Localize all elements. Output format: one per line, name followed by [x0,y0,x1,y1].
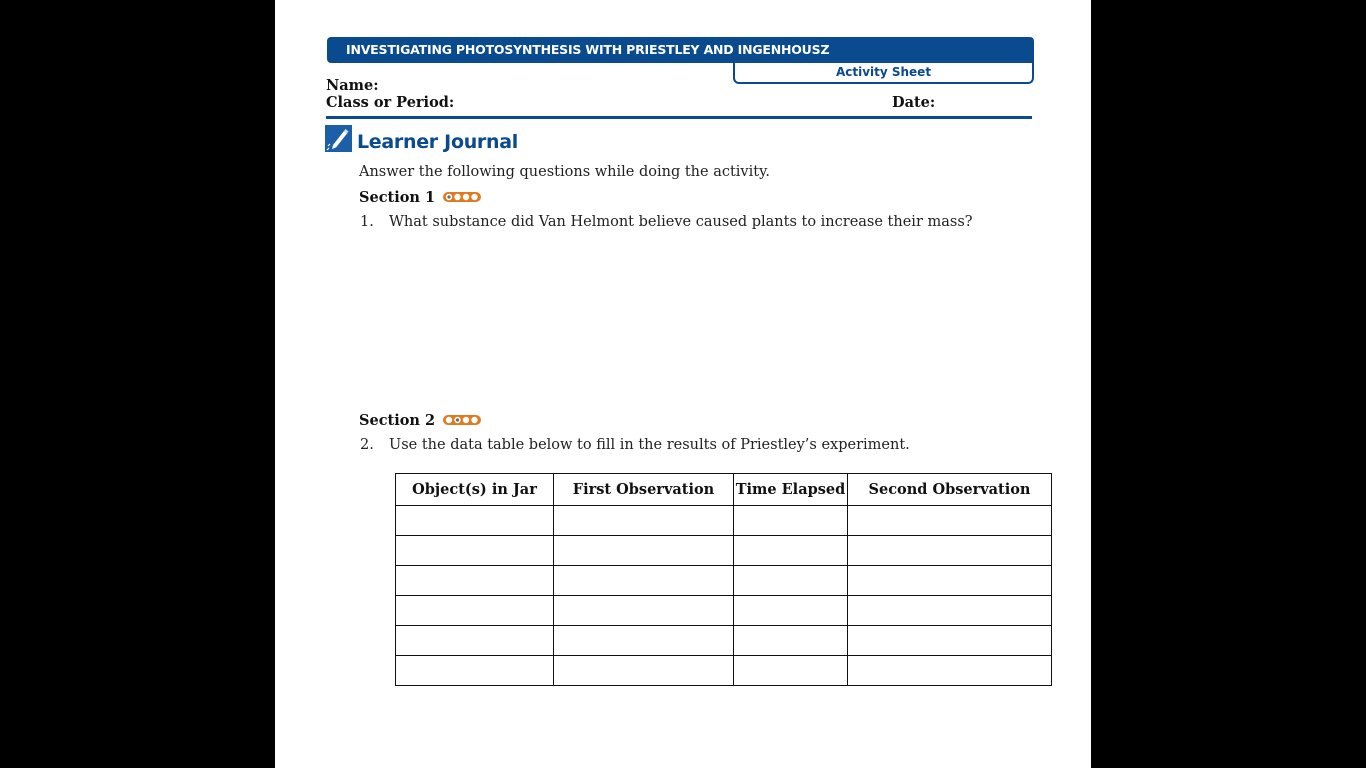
section-1-label: Section 1 [359,189,436,206]
table-cell[interactable] [554,566,734,596]
table-row [396,656,1052,686]
pencil-icon [325,125,352,152]
table-cell[interactable] [848,506,1052,536]
table-row [396,566,1052,596]
table-cell[interactable] [848,656,1052,686]
table-cell[interactable] [848,566,1052,596]
table-header-row [396,474,1052,506]
priestley-data-table [395,473,1052,686]
table-cell[interactable] [554,506,734,536]
table-cell[interactable] [396,626,554,656]
date-field-label: Date: [892,94,936,111]
table-cell[interactable] [848,536,1052,566]
table-row [396,626,1052,656]
column-header-time-elapsed: Time Elapsed [734,474,848,506]
table-cell[interactable] [848,626,1052,656]
table-cell[interactable] [554,656,734,686]
table-cell[interactable] [734,626,848,656]
section-2-heading [359,412,481,429]
table-cell[interactable] [734,536,848,566]
learner-journal-title: Learner Journal [357,131,518,153]
header-divider [326,116,1032,119]
table-cell[interactable] [396,566,554,596]
table-cell[interactable] [734,506,848,536]
question-2-number: 2. [360,437,374,453]
table-cell[interactable] [554,596,734,626]
table-row [396,506,1052,536]
column-header-second-observation: Second Observation [848,474,1052,506]
section-1-heading [359,189,481,206]
column-header-first-observation: First Observation [554,474,734,506]
table-cell[interactable] [554,626,734,656]
question-1-text: What substance did Van Helmont believe caused plants to increase their mass? [389,214,973,230]
table-cell[interactable] [396,596,554,626]
class-period-field-label: Class or Period: [326,94,455,111]
name-field-label: Name: [326,77,379,94]
table-cell[interactable] [554,536,734,566]
table-cell[interactable] [848,596,1052,626]
header-banner: INVESTIGATING PHOTOSYNTHESIS WITH PRIESTLEY AND INGENHOUSZ [327,37,1034,63]
table-cell[interactable] [734,656,848,686]
section-2-label: Section 2 [359,412,436,429]
document-page [275,0,1091,768]
table-row [396,536,1052,566]
table-cell[interactable] [734,566,848,596]
table-cell[interactable] [396,536,554,566]
section-2-progress-icon [443,415,481,425]
column-header-objects: Object(s) in Jar [396,474,554,506]
table-cell[interactable] [396,656,554,686]
section-1-progress-icon [443,192,481,202]
question-2-text: Use the data table below to fill in the results of Priestley’s experiment. [389,437,910,453]
table-cell[interactable] [734,596,848,626]
instructions-text: Answer the following questions while doing the activity. [359,164,770,180]
activity-sheet-tab: Activity Sheet [733,63,1034,84]
question-1-number: 1. [360,214,374,230]
table-cell[interactable] [396,506,554,536]
table-row [396,596,1052,626]
